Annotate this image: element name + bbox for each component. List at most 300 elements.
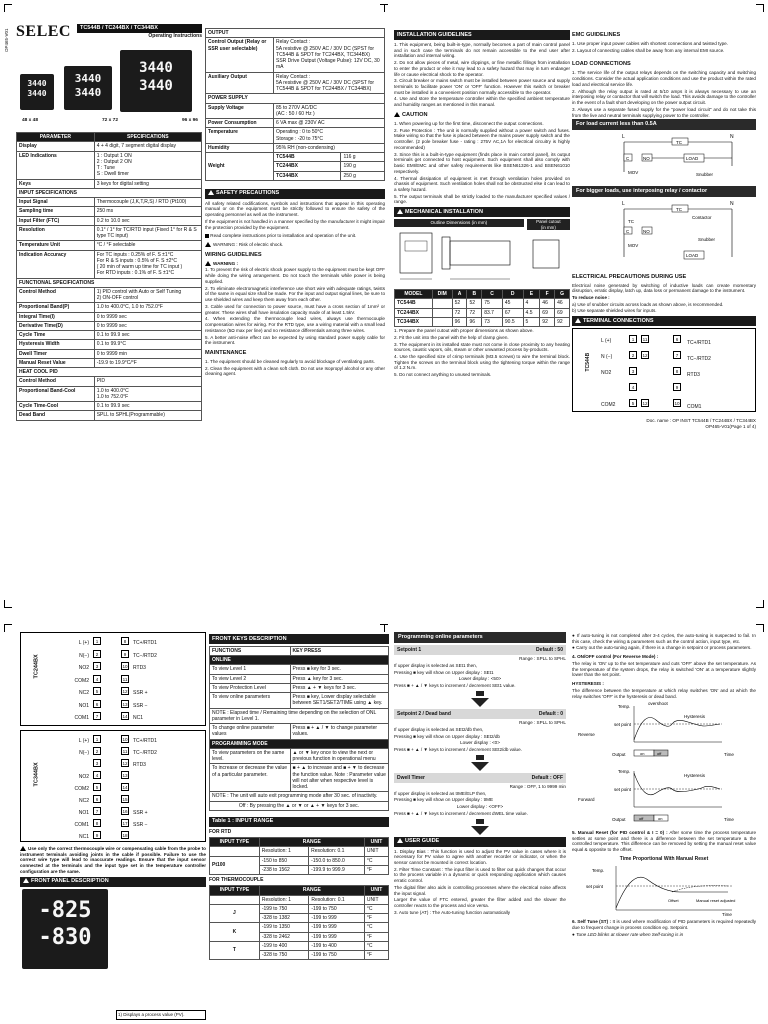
cutout-label (527, 219, 570, 230)
param: Indication Accuracy (17, 250, 95, 278)
manual-reset-chart (572, 862, 756, 916)
terminal: 2 (93, 747, 101, 755)
table-row (17, 179, 202, 188)
section-title: Table 1 : INPUT RANGE (209, 817, 389, 827)
cell (432, 317, 452, 326)
label-snubber: Snubber (696, 172, 714, 178)
forward-label: Forward (578, 796, 595, 802)
cell: 69 (540, 308, 555, 317)
cell: -150.0 to 850.0 (309, 856, 365, 865)
param: Temperature Unit (17, 241, 95, 250)
load-band-1: For load current less than 0.5A (572, 119, 756, 130)
terminal: 6 (673, 335, 681, 343)
section-title: EMC GUIDELINES (572, 32, 621, 38)
table-row (210, 941, 389, 950)
terminal: 8 (121, 637, 129, 645)
setpoint-label: set point (614, 722, 632, 728)
tc-range-table (209, 885, 389, 960)
size-label: 72 x 72 (101, 118, 118, 123)
text: 5. Manual Reset (for PID control & I = 0) : (572, 829, 668, 835)
terminal: 12 (122, 689, 128, 694)
device-72x72: 3440 3440 (64, 66, 112, 110)
param: Input Filter (FTC) (17, 216, 95, 225)
section-title: Programming online parameters (394, 632, 566, 643)
paragraph (205, 261, 385, 267)
device-images (16, 46, 202, 132)
warning-icon (208, 190, 214, 195)
table-row (17, 142, 202, 151)
spec: 85 to 270V AC/DC (AC : 50 / 60 Hz ) (274, 103, 385, 119)
column-output-safety (205, 28, 385, 588)
online-header: ONLINE (210, 656, 389, 665)
function: To change online parameter values (210, 724, 291, 740)
spec: PID (94, 377, 201, 386)
list-item: 3. Always use a separate fused supply for the "power load circuit" and do not take this from the live and neutral terminals supplying power to the controller. (572, 106, 756, 118)
terminal: 9 (673, 383, 681, 391)
list-item: ● Carry out the auto-tuning again, if there is a change in setpoint or process parameters. (572, 645, 752, 651)
cell: -199.9 to 999.9 (309, 865, 365, 874)
terminal: 13 (122, 773, 128, 778)
list-item: 1. When powering up for the first time, disconnect the output connections. (394, 120, 544, 126)
list-item: 5. A better anti-noise effect can be expected by using standard power supply cable for the instrument. (205, 334, 385, 346)
terminal: 12 (642, 353, 648, 359)
param: Power Consumption (206, 119, 274, 128)
outline-label (394, 219, 524, 227)
off-label: off (639, 815, 644, 821)
spec: 0.2 to 10.0 sec (94, 216, 201, 225)
center-mark (384, 624, 385, 632)
text: If auto-tuning is not completed after 3-4 cycles, the auto-tuning is suspected to fail. In this case, check the wiring & parameters such as the control action, input type, etc. (572, 633, 756, 644)
table-row (395, 299, 570, 308)
dimension-table (394, 289, 570, 327)
line: Range : SPLL to SPHL (519, 720, 566, 726)
terminal-diagram-tc344bx (20, 730, 206, 842)
terminal: 8 (673, 367, 681, 375)
spec: 0.1° / 1° for TC/RTD input (Fixed 1° for R & S type TC input) (94, 225, 201, 241)
list-item: 3. Auto tune (AT) : The Auto-tuning function automatically (394, 909, 511, 915)
param: Derivative Time(D) (17, 321, 95, 330)
table-row (17, 340, 202, 349)
spec: 0.1 to 99.9°C (94, 340, 201, 349)
text: Outline Dimensions (430, 220, 471, 226)
terminal: 10 (674, 401, 680, 407)
param: Humidity (206, 143, 274, 152)
warning-icon (20, 846, 26, 851)
cell: -199 to 750 (259, 904, 308, 913)
overshoot-label: overshoot (648, 701, 668, 707)
cell: -199 to 999 (309, 914, 365, 923)
table-row (210, 748, 389, 764)
param: Hysteresis Width (17, 340, 95, 349)
list-item: 4. Use and store the temperature controller within the specified ambient temperature and humidity ranges as mentioned in this manual. (394, 96, 570, 108)
crop-mark (4, 624, 12, 632)
text: Setpoint 1 (397, 646, 422, 653)
line: Press ■ + ▲ / ▼ keys to increment / decrement SEt1 value. (394, 683, 516, 689)
table-row (206, 128, 385, 144)
list-item: Larger the value of FTC entered, greater the filter added and the slower the controller reacts to the process and vice versa. (394, 897, 566, 909)
table-row (17, 386, 202, 402)
text: CAUTION (402, 111, 428, 118)
section-title: FUNCTIONAL SPECIFICATIONS (17, 278, 202, 287)
cell: -238 to 1562 (259, 865, 308, 874)
table-row (210, 856, 389, 865)
text: Default : 0 (538, 710, 563, 717)
label-c: C (626, 229, 630, 235)
label-snubber: Snubber (698, 237, 716, 243)
hysteresis-label: Hysteresis (684, 772, 706, 778)
weight-model: TC244BX (274, 162, 341, 171)
section-title: OUTPUT (206, 29, 385, 38)
label-tc: TC (676, 140, 682, 146)
text: 6. Self Tune (ST) : (572, 919, 612, 925)
spec: Operating : 0 to 50°C Storage : -20 to 75°C (274, 128, 385, 144)
term-col-b (121, 637, 129, 720)
arrow-down-icon (476, 819, 484, 824)
terminal: 5 (629, 399, 637, 407)
terminal: 7 (93, 807, 101, 815)
subtitle: Operating Instructions (148, 33, 202, 40)
spec: Thermocouple (J,K,T,R,S) / RTD (Pt100) (94, 198, 201, 207)
spec: 0 to 9999 sec (94, 312, 201, 321)
terminal: 6 (93, 700, 101, 708)
cell: TC344BX (395, 317, 433, 326)
function: To view Level 1 (210, 665, 291, 674)
table-row (206, 153, 385, 181)
terminal: 12 (122, 761, 128, 766)
line: Lower display : <50> (458, 676, 502, 682)
text: After some time the process temperature settles at some point and there is a difference between the set temperature & the controlled temperature. This difference can be removed by setting the manual reset value equal & opposite to the offset. (572, 829, 756, 853)
terminal-title (572, 316, 756, 326)
table-row (17, 358, 202, 367)
front-panel-device: -825 -830 (22, 889, 108, 969)
param: Proportional Band(P) (17, 303, 95, 312)
section-title: MAINTENANCE (205, 350, 247, 357)
output-table (205, 28, 385, 181)
col-header: UNIT (364, 886, 388, 895)
param: LED Indications (17, 151, 95, 179)
terminal: 9 (121, 650, 129, 658)
cell: °C (364, 904, 388, 913)
term-col-b (121, 735, 129, 839)
line: If upper display is selected as SEt1 then, (394, 662, 477, 668)
load-circuit-large (572, 197, 756, 267)
spec: 1.0 to 400.0°C 1.0 to 752.0°F (94, 386, 201, 402)
list-item: 2. Do not allow pieces of metal, wire clippings, or fine metallic fillings from installation to enter the product or else it may lead to a safety hazard that may in turn endanger life or cause electrical shock to the operator. (394, 60, 570, 77)
spec: 0.1 to 99.9 sec (94, 331, 201, 340)
keypress: Press ▲ + ▼ keys for 3 sec. (290, 683, 388, 692)
cell: 96 (452, 317, 467, 326)
text: USER GUIDE (405, 838, 440, 845)
term-labels-right: TC+/RTD1 TC−/RTD2 RTD3 SSR + SSR − NC1 (133, 640, 157, 721)
sub-title: HYSTERESIS : (572, 681, 604, 687)
cell: Resolution: 0.1 (309, 895, 365, 904)
text: Setpoint 2 / Dead band (397, 710, 451, 717)
list-item: 4. Thermal dissipation of equipment is met through ventilation holes provided on chassis of equipment. Such ventilation holes shall not be obstructed else it can lead to a safety hazard. (394, 175, 570, 193)
warning-icon (397, 209, 403, 214)
term-labels-left: L (+) N(−) NO2 COM2 NC2 NO1 COM1 (74, 640, 89, 721)
term-col-a (93, 637, 101, 720)
table-row (17, 321, 202, 330)
load-band-2: For bigger loads, use interposing relay / contactor (572, 186, 756, 197)
cell: -328 to 750 (259, 951, 308, 960)
terminal: 17 (122, 821, 128, 826)
book-icon (205, 234, 209, 238)
rtd-range-table (209, 837, 389, 875)
cell: °F (364, 865, 388, 874)
cell: 46 (540, 299, 555, 308)
arrow-down-icon (471, 826, 489, 835)
list-item: 2. Although the relay output is rated at 5/10 amps it is always necessary to use an interposing relay or contactor that will switch the load. This avoids damage to the controller in the event of a fault short developing on the power output circuit. (572, 88, 757, 106)
dimension-drawings (394, 219, 570, 287)
col-header: INPUT TYPE (210, 838, 260, 847)
list-item: The digital filter also aids in controlling processes where the electrical noise affects the input signal. (394, 884, 566, 896)
cell (432, 308, 452, 317)
setpoint1-band (394, 645, 566, 655)
cell: °F (364, 932, 388, 941)
arrow-down-icon (471, 762, 489, 771)
col-header: FUNCTIONS (210, 646, 291, 655)
function: To view Protection Level (210, 683, 291, 692)
safety-title (205, 189, 385, 199)
param: Manual Reset Value (17, 358, 95, 367)
table-row (210, 665, 389, 674)
paragraph: Electrical noise generated by switching of inductive loads can create momentary disruption, erratic display, latch up, data loss or permanent damage to the instrument. (572, 282, 756, 294)
term-col-a (93, 735, 101, 839)
list-item: 2. To eliminate electromagnetic interference use short wire with adequate ratings, twists of the same in equal size shall be made. For the input and output signal lines, be sure to use shielded wires and keep them away from each other. (205, 285, 385, 303)
model-title: TC544B / TC244BX / TC344BX (77, 24, 202, 33)
param: Display (17, 142, 95, 151)
outline-drawing (394, 219, 524, 287)
label-tc: TC (676, 207, 682, 213)
list-item: 3. The equipment in its installed state must not come in close proximity to any heating sources, caustic vapors, oils, steam or other unwanted process by-products. (394, 341, 570, 353)
section-title: FRONT KEYS DESCRIPTION (209, 634, 389, 644)
load-circuit-small (572, 130, 756, 184)
spec: 4 + 4 digit, 7 segment digital display (94, 142, 201, 151)
table-row (206, 119, 385, 128)
panel-cutout (527, 219, 570, 287)
cell: TC544B (395, 299, 433, 308)
keypress: Press ▲ key for 3 sec. (290, 674, 388, 683)
note: Off : By pressing the ▲ or ▼ or ▲ + ▼ keys for 3 sec. (210, 801, 389, 810)
term-labels-right: TC+/RTD1 TC−/RTD2 RTD3 COM1 (687, 340, 711, 411)
list-item: 2. Fit the unit into the panel with the help of clamp given. (394, 334, 509, 340)
table-row (210, 904, 389, 913)
size-labels (22, 118, 198, 124)
text: FRONT PANEL DESCRIPTION (31, 878, 109, 885)
keys-table (209, 646, 389, 811)
line: Pressing ■ key will show on Upper display : SEt2/db (394, 733, 500, 739)
cell: °F (364, 914, 388, 923)
column-specifications (4, 22, 202, 582)
col-header: RANGE (259, 838, 364, 847)
table-row (17, 151, 202, 179)
terminal: 1 (93, 637, 101, 645)
text: MECHANICAL INSTALLATION (405, 208, 483, 215)
text: TERMINAL CONNECTIONS (583, 317, 654, 324)
terminal: 11 (122, 676, 128, 682)
param: Keys (17, 179, 95, 188)
spec: 1 : Output 1 ON 2 : Output 2 ON T : Tune S : Dwell timer (94, 151, 201, 179)
terminal: 1 (629, 335, 637, 343)
thermocouple-note (20, 846, 206, 875)
table-row (17, 303, 202, 312)
table-row (17, 287, 202, 303)
note: NOTE : The unit will auto exit programming mode after 30 sec. of inactivity. (210, 792, 389, 801)
cell: Pt100 (210, 856, 260, 875)
cell: Resolution: 1 (259, 895, 308, 904)
list-item: 3. Circuit breaker or mains switch must be installed between power source and supply terminals to facilitate power 'ON' or 'OFF' function. However this switch or breaker must be installed in a convenient position normally accessible to the operator. (394, 78, 570, 95)
paragraph: The relay is 'ON' up to the set temperature and cuts 'OFF' above the set temperature. As the temperature of the system drops, the relay is switched 'ON' at a temperature slightly lower than the set point. (572, 660, 756, 678)
col-header: C (482, 290, 503, 299)
spec: 0.1 to 99.9 sec (94, 402, 201, 411)
param: Proportional Band-Cool (17, 386, 95, 402)
keypress: Press ■ + ▲ / ▼ to change parameter values. (290, 724, 388, 740)
label-mov: MOV (628, 243, 639, 249)
table-row (206, 72, 385, 94)
sub-title: 4. ON/OFF control (For Reverse Mode) : (572, 654, 659, 660)
keypress: Press ■ key for 3 sec. (290, 665, 388, 674)
display-note: 1) Displays a process value (PV). (116, 1010, 206, 1020)
time-label: Time (722, 912, 732, 918)
caution-title (394, 112, 570, 119)
spec: For TC inputs : 0.25% of F. S ±1°C For R & S inputs : 0.5% of F. S ±2°C ( 20 min of warm up time for TC input ) For RTD inputs : 0.1% of F. S ±1°C (94, 250, 201, 278)
list-item: 5. The output terminals shall be strictly loaded to the manufacturer specified values / range. (394, 193, 570, 205)
paragraph (205, 242, 385, 248)
cell: K (210, 923, 260, 942)
list-item: 1. This equipment, being built-in-type, normally becomes a part of main control panel and in such case the terminals do not remain accessible to the end user after installation and internal wiring. (394, 41, 570, 59)
prog-header: PROGRAMMING MODE (210, 739, 389, 748)
terminal: 18 (122, 833, 128, 838)
term-labels-left: L (+) N (−) NO2 COM2 (601, 338, 616, 409)
temp-label: Temp. (618, 768, 631, 774)
col-header: F (540, 290, 555, 299)
cell: -199 to 999 (309, 923, 365, 932)
on-label: on (640, 751, 645, 757)
terminal: 4 (629, 383, 637, 391)
section-title: HEAT COOL PID (17, 368, 202, 377)
table-row (210, 674, 389, 683)
output-label: Output (612, 816, 626, 822)
reverse-chart (572, 700, 756, 762)
col-header: MODEL (395, 290, 433, 299)
col-header: RANGE (259, 886, 364, 895)
label-n: N (730, 134, 734, 141)
time-label: Time (724, 752, 734, 758)
col-header: DIM (432, 290, 452, 299)
terminal: 7 (673, 351, 681, 359)
tp-title: Time Proportional With Manual Reset (619, 855, 709, 862)
param: Dwell Timer (17, 349, 95, 358)
temp-label: Temp. (618, 704, 631, 710)
terminal: 6 (93, 795, 101, 803)
line: Range : OFF, 1 to 9999 min (509, 783, 566, 789)
model-tag: TC544B (585, 352, 592, 372)
terminal: 5 (93, 783, 101, 791)
note: NOTE : Elapsed time / Remaining time depending on the selection of ONL parameter in Level 1. (210, 708, 389, 724)
cell: 69 (555, 308, 570, 317)
table-row (17, 331, 202, 340)
terminal: 15 (122, 797, 128, 802)
function: To view parameters on the same level. (210, 748, 291, 764)
param: Control Method (17, 377, 95, 386)
warning-icon (394, 112, 400, 117)
cell: 92 (540, 317, 555, 326)
sub-title: FOR THERMOCOUPLE (209, 877, 264, 883)
mech-title (394, 207, 570, 217)
forward-chart (572, 765, 756, 827)
list-item: 3. Cable used for connection to power source, must have a cross section of 1mm² or greater. These wires shall have insulation capacity made of at least 1.5kV. (205, 303, 385, 315)
model-tag: TC244BX (33, 654, 40, 679)
cell: -199 to 750 (309, 904, 365, 913)
cell: °C (364, 941, 388, 950)
line: Pressing ■ key will show on Upper display : SEt1 (394, 669, 494, 675)
param: Integral Time(I) (17, 312, 95, 321)
table-row (17, 411, 202, 420)
weight-model: TC544B (274, 153, 341, 162)
col-header: UNIT (364, 838, 388, 847)
crop-mark (4, 4, 12, 12)
terminal: 7 (93, 712, 101, 720)
line: If upper display is selected as tIME/ELP then, (394, 790, 487, 796)
col-header: A (452, 290, 467, 299)
terminal: 9 (93, 831, 101, 839)
column-terminals (20, 632, 206, 1024)
cell (210, 895, 260, 904)
spec: -19.9 to 19.9°C/°F (94, 358, 201, 367)
label-no: NO (643, 229, 650, 235)
cell: 45 (502, 299, 523, 308)
spec: Relay Contact : 5A resistive @ 250V AC / 30V DC (SPST for TC544B & SPDT for TC244BX, TC344BX) SSR Drive Output (Voltage Pulse): 12V DC, 30 mA (274, 38, 385, 72)
section-title: LOAD CONNECTIONS (572, 61, 631, 68)
cell: Resolution: 1 (259, 847, 308, 856)
table-row (210, 764, 389, 792)
text: Tune LED blinks at slower rate when Self-tuning is in (576, 931, 684, 937)
text: Read complete instructions prior to installation and operation of the unit. (210, 233, 357, 239)
list-item: 1. To prevent the risk of electric shock power supply to the equipment must be kept OFF while doing the wiring arrangement. Do not touch the terminals while power is being supplied. (205, 267, 385, 284)
text: Default : OFF (531, 774, 563, 781)
keypress: Press ■ key, Lower display selectable between SET1/SET2/TIME using ▲ key. (290, 693, 388, 709)
cell: -199 to 1350 (259, 923, 308, 932)
col-header: SPECIFICATIONS (94, 133, 201, 142)
cell: 4.5 (523, 308, 540, 317)
line: Lower display : <OFF> (456, 804, 504, 810)
text: Use only the correct thermocouple wire or compensating cable from the probe to instrument terminals avoiding joints in the cable if possible. Failure to use the correct wire type will lead to inaccurate readings. Ensure that the input sensor connected at the terminals and the input type set in the temperature controller configuration are the same. (20, 846, 206, 874)
text: WARNING : (213, 260, 239, 266)
term-labels-right: TC+/RTD1 TC−/RTD2 RTD3 SSR + SSR − (133, 738, 157, 828)
warning-icon (397, 838, 403, 843)
off-label: off (657, 751, 662, 757)
line: Press ■ + ▲ / ▼ keys to increment / decrement SEt2/db value. (394, 746, 522, 752)
cell: 73 (482, 317, 503, 326)
doc-name: Doc. name : OP INST TC544B / TC244BX / TC344BX (646, 418, 756, 424)
terminal: 4 (93, 771, 101, 779)
term-col-c (673, 335, 681, 407)
spec: 0 to 9999 sec (94, 321, 201, 330)
crop-mark (4, 600, 12, 608)
paragraph: To reduce noise : (572, 295, 610, 301)
time-label: Time (724, 816, 734, 822)
table-row (17, 216, 202, 225)
function: To view online parameters (210, 693, 291, 709)
cell: TC244BX (395, 308, 433, 317)
cell: °C (364, 923, 388, 932)
label-load: LOAD (686, 253, 699, 259)
list-item: 2. Fuse Protection : The unit is normally supplied without a power switch and fuses. Make wiring so that the fuse is placed between the mains power supply switch and the controller. (2 pole breaker fuse - rating : 275V AC,1A for electrical circuitry is highly recommended) (394, 127, 570, 150)
temp-label: Temp. (592, 868, 605, 874)
spec-table (16, 132, 202, 421)
manual-reset (572, 830, 756, 853)
col-header: G (555, 290, 570, 299)
